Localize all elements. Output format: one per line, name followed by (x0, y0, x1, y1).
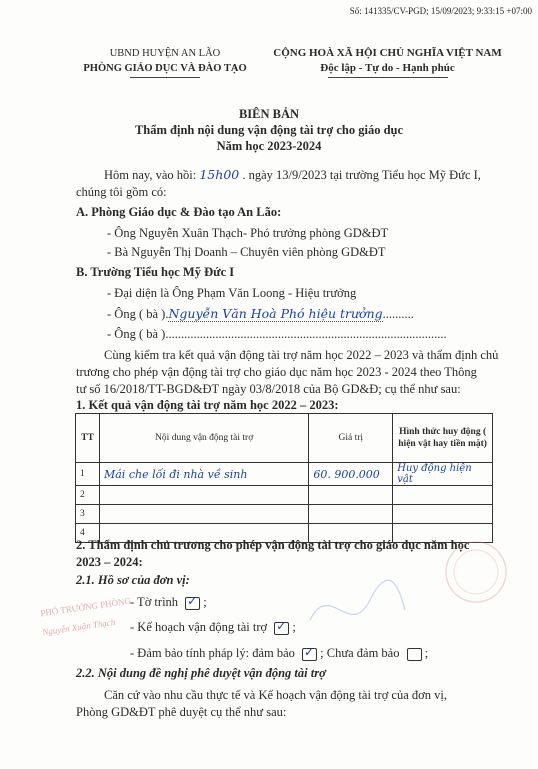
doc-subtitle: Thẩm định nội dung vận động tài trợ cho giáo dục (134, 123, 404, 137)
table-row: 2 (76, 486, 493, 505)
header-left (70, 46, 260, 78)
header-value: Giá trị (309, 414, 393, 463)
section-2-heading-1: 2. Thẩm định chủ trương cho phép vận động tài trợ cho giáo dục năm học (76, 538, 470, 552)
red-seal-text-1: PHÓ TRƯỞNG PHÒNG (39, 595, 132, 619)
item-ke-hoach: - Kế hoạch vận động tài trợ ✓ ; (130, 618, 296, 634)
item-to-trinh: - Tờ trình ✓ ; (130, 593, 207, 609)
intro-line-2: chúng tôi gồm có: (76, 185, 167, 199)
motto: Độc lập - Tự do - Hạnh phúc (320, 62, 455, 74)
row-content: Mái che lối đi nhà về sinh (99, 463, 308, 486)
department-name: PHÒNG GIÁO DỤC VÀ ĐÀO TẠO (83, 63, 247, 74)
approval-line-2: Phòng GD&ĐT phê duyệt cụ thể như sau: (76, 705, 287, 719)
paragraph-line-3: tư số 16/2018/TT-BGD&ĐT ngày 03/8/2018 của Bộ GD&Đ; cụ thể như sau: (76, 382, 461, 396)
subsection-2-1: 2.1. Hồ sơ của đơn vị: (76, 573, 190, 587)
country-name: CỘNG HOÀ XÃ HỘI CHỦ NGHĨA VIỆT NAM (273, 47, 502, 59)
section-b-heading: B. Trường Tiểu học Mỹ Đức I (76, 265, 235, 279)
faint-seal-mark (436, 532, 516, 612)
results-table (75, 413, 493, 543)
red-seal-text-2: Nguyễn Xuân Thạch (41, 616, 116, 638)
to-trinh-checkbox[interactable] (185, 593, 200, 610)
handwritten-name: Nguyễn Văn Hoà Phó hiệu trưởng (168, 306, 383, 321)
header-left-rule (130, 77, 200, 78)
ke-hoach-checkbox[interactable] (274, 618, 289, 635)
section-2-heading-2: 2023 – 2024: (76, 555, 143, 569)
check-icon: ✓ (304, 644, 315, 659)
row-form: Huy động hiện vật (393, 463, 493, 486)
paragraph-line-1: Cùng kiểm tra kết quả vận động tài trợ năm học 2022 – 2023 và thẩm định chủ (104, 348, 499, 362)
intro-line-1: Hôm nay, vào hồi: 15h00 . ngày 13/9/2023 tại trường Tiểu học Mỹ Đức I, (104, 167, 481, 182)
check-icon: ✓ (276, 618, 287, 633)
section-1-heading: 1. Kết quả vận động tài trợ năm học 2022 – 2023: (76, 398, 339, 412)
doc-title: BIÊN BẢN (238, 107, 300, 121)
section-a-person-1: - Ông Nguyễn Xuân Thạch- Phó trưởng phòng GD&ĐT (107, 226, 389, 240)
section-a-person-2: - Bà Nguyễn Thị Doanh – Chuyên viên phòng GD&ĐT (107, 245, 386, 259)
table-row: 4 (76, 524, 493, 543)
table-row: 3 (76, 505, 493, 524)
header-content: Nội dung vận động tài trợ (99, 414, 308, 463)
handwritten-time: 15h00 (199, 167, 240, 182)
faint-signature-mark (300, 560, 410, 650)
paragraph-line-2: trương cho phép vận động tài trợ cho giáo dục năm học 2023 - 2024 theo Thông (76, 365, 477, 379)
header-tt: TT (76, 414, 100, 463)
table-row: 1 Mái che lối đi nhà về sinh 60. 900.000 Huy động hiện vật (76, 463, 493, 486)
item-phap-ly: - Đảm bảo tính pháp lý: đảm bảo ✓ ; Chưa đảm bảo ; (130, 644, 429, 660)
doc-year: Năm học 2023-2024 (216, 139, 322, 153)
approval-line-1: Căn cứ vào nhu cầu thực tế và Kế hoạch vận động tài trợ của đơn vị, (104, 688, 447, 702)
header-form: Hình thức huy động ( hiện vật hay tiền mặt) (393, 414, 493, 463)
document-number-stamp: Số: 141335/CV-PGD; 15/09/2023; 9:33:15 +07:00 (349, 6, 532, 16)
check-icon: ✓ (187, 593, 198, 608)
header-right-rule (328, 77, 448, 78)
district-name: UBND HUYỆN AN LÃO (109, 48, 221, 59)
header-right (260, 46, 515, 78)
section-a-heading: A. Phòng Giáo dục & Đào tạo An Lão: (76, 205, 282, 219)
section-b-person-1: - Đại diện là Ông Phạm Văn Loong - Hiệu trưởng (107, 286, 357, 300)
subsection-2-2: 2.2. Nội dung đề nghị phê duyệt vận động tài trợ (76, 666, 326, 680)
row-value: 60. 900.000 (309, 463, 393, 486)
section-b-person-2: - Ông ( bà ).Nguyễn Văn Hoà Phó hiệu trưởng.......... (107, 306, 414, 321)
section-b-person-3: - Ông ( bà ).......................................................................................... (107, 327, 447, 341)
table-header-row (76, 414, 493, 463)
